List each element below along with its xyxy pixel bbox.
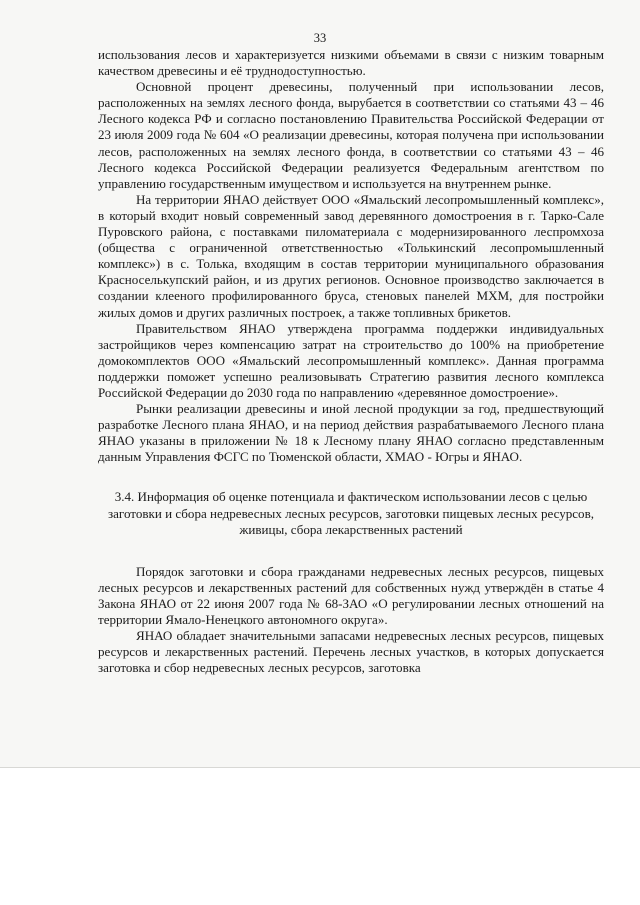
blank-area xyxy=(0,768,640,905)
paragraph-markets: Рынки реализации древесины и иной лесной продукции за год, предшествующий разработке Лесного плана ЯНАО, и на период действия разрабатываемого Лесного плана ЯНАО указаны в приложении № 18 к Лесному плану ЯНАО согласно представленным данным Управления ФСГС по Тюменской области, ХМАО - Югры и ЯНАО. xyxy=(98,401,604,465)
page-body xyxy=(98,47,604,676)
paragraph-support-program: Правительством ЯНАО утверждена программа поддержки индивидуальных застройщиков через компенсацию затрат на строительство до 100% на приобретение домокомплектов ООО «Ямальский лесопромышленный комплекс». Данная программа поддержки поможет успешно реализовывать Стратегию развития лесного комплекса Российской Федерации до 2030 года по направлению «деревянное домостроение». xyxy=(98,320,604,400)
paragraph-harvest-order: Порядок заготовки и сбора гражданами недревесных лесных ресурсов, пищевых лесных ресурсов и лекарственных растений для собственных нужд утверждён в статье 4 Закона ЯНАО от 22 июня 2007 года № 68-ЗАО «О регулировании лесных отношений на территории Ямало-Ненецкого автономного округа». xyxy=(98,563,604,627)
paragraph-continuation: использования лесов и характеризуется низкими объемами в связи с низким товарным качеством древесины и её труднодоступностью. xyxy=(98,47,604,79)
page-number: 33 xyxy=(313,31,327,45)
paragraph-timber-complex: На территории ЯНАО действует ООО «Ямальский лесопромышленный комплекс», в который входит новый современный завод деревянного домостроения в г. Тарко-Сале Пуровского района, с поставками пиломатериала с модернизированного леспромхоза (общества с ограниченной ответственностью «Толькинский лесопромышленный комплекс») в с. Толька, входящим в состав территории муниципального образования Красноселькупский район, и из других регионов. Основное производство заключается в создании клееного профилированного бруса, стеновых панелей МХМ, для постройки жилых домов и других различных построек, а также топливных брикетов. xyxy=(98,191,604,320)
paragraph-resources: ЯНАО обладает значительными запасами недревесных лесных ресурсов, пищевых ресурсов и лекарственных растений. Перечень лесных участков, в которых допускается заготовка и сбор недревесных лесных ресурсов, заготовка xyxy=(98,628,604,676)
paragraph-timber-sales: Основной процент древесины, полученный при использовании лесов, расположенных на землях лесного фонда, вырубается в соответствии со статьями 43 – 46 Лесного кодекса РФ и согласно постановлению Правительства Российской Федерации от 23 июля 2009 года № 604 «О реализации древесины, которая получена при использовании лесов, расположенных на землях лесного фонда, в соответствии со статьями 43 – 46 Лесного кодекса Российской Федерации реализуется Федеральным агентством по управлению государственным имуществом и используется на внутреннем рынке. xyxy=(98,79,604,191)
section-heading: 3.4. Информация об оценке потенциала и фактическом использовании лесов с целью заготовки и сбора недревесных лесных ресурсов, заготовки пищевых лесных ресурсов, живицы, сбора лекарственных растений xyxy=(107,489,594,537)
